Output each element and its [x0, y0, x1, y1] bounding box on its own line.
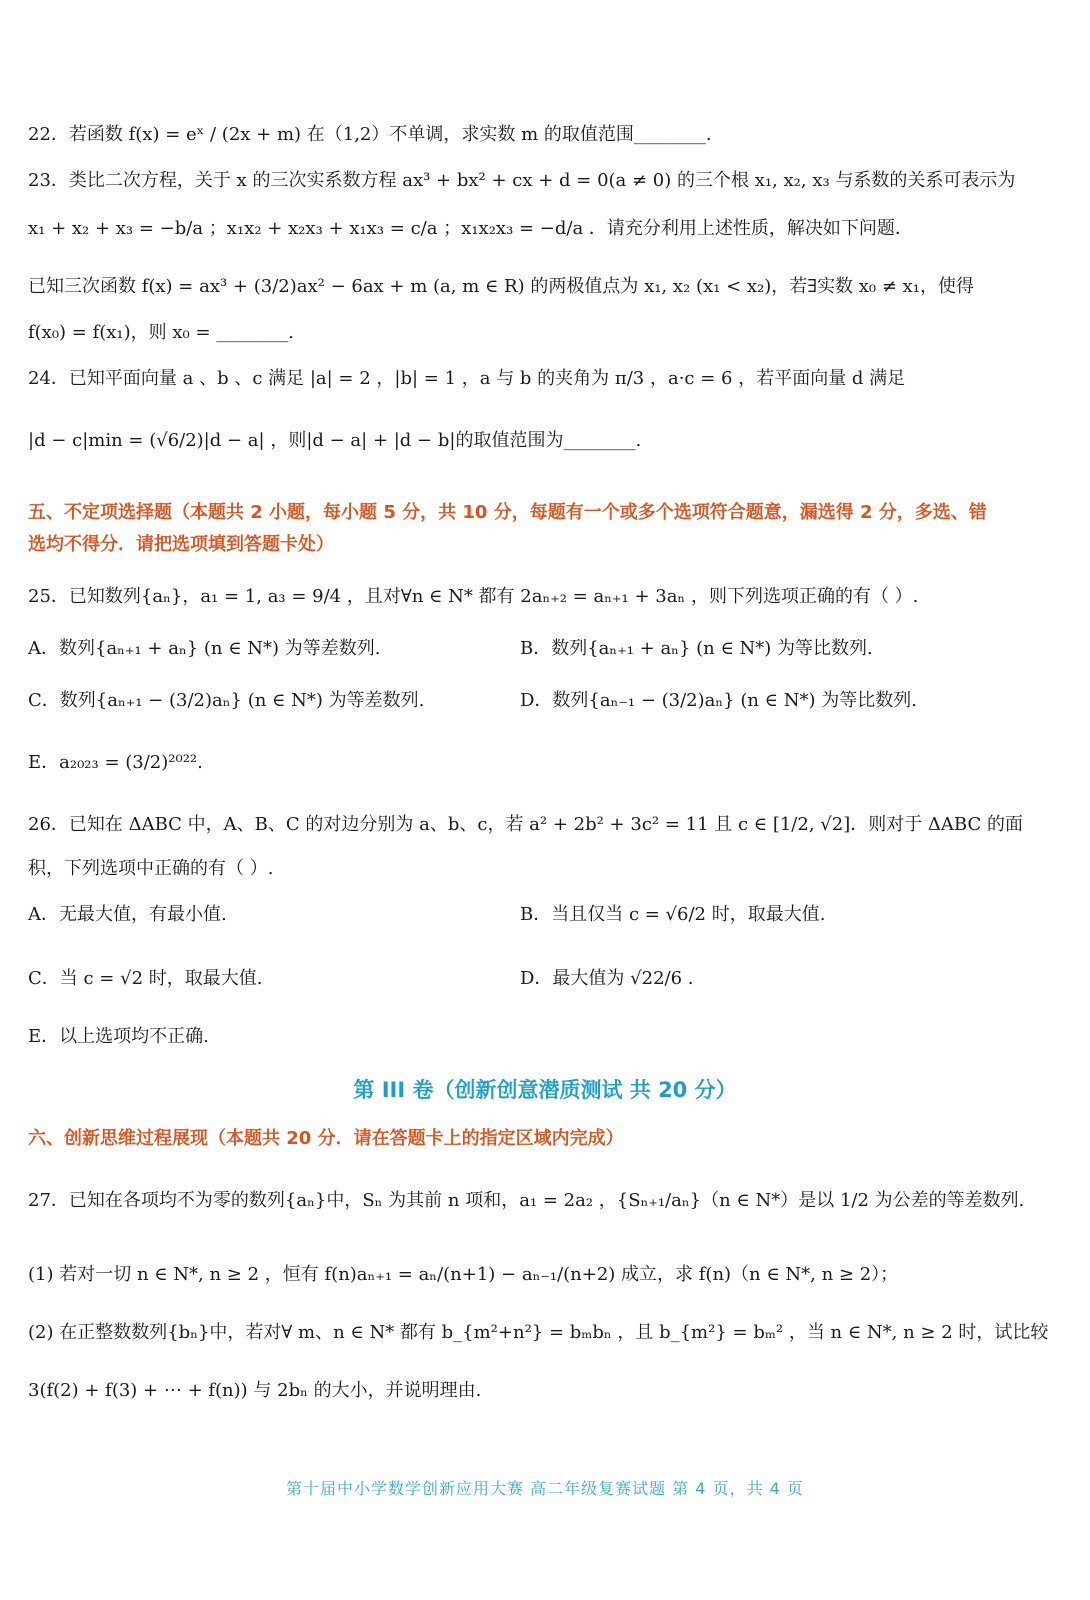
question-27-part-2-line-2: 3(f(2) + f(3) + ⋯ + f(n)) 与 2bₙ 的大小，并说明理由.: [28, 1380, 482, 1401]
question-22: 22．若函数 f(x) = eˣ / (2x + m) 在（1,2）不单调，求实数 m 的取值范围________.: [28, 124, 712, 145]
question-26-line-1: 26．已知在 ΔABC 中，A、B、C 的对边分别为 a、b、c，若 a² + 2b² + 3c² = 11 且 c ∈ [1/2, √2]．则对于 ΔABC 的面: [28, 814, 1023, 835]
question-23-line-2: x₁ + x₂ + x₃ = −b/a ；x₁x₂ + x₂x₃ + x₁x₃ = c/a ；x₁x₂x₃ = −d/a ．请充分利用上述性质，解决如下问题．: [28, 218, 913, 239]
question-27-part-2-line-1: (2) 在正整数数列{bₙ}中，若对∀ m、n ∈ N* 都有 b_{m²+n²} = bₘbₙ ，且 b_{m²} = bₘ² ，当 n ∈ N*, n ≥ 2 时，试比较: [28, 1322, 1049, 1343]
question-24-line-2: |d − c|min = (√6/2)|d − a| ，则|d − a| + |d − b|的取值范围为________.: [28, 430, 642, 451]
page-footer: 第十届中小学数学创新应用大赛 高二年级复赛试题 第 4 页，共 4 页: [286, 1479, 804, 1498]
question-25-option-b: B．数列{aₙ₊₁ + aₙ} (n ∈ N*) 为等比数列.: [520, 638, 873, 659]
question-26-option-c: C．当 c = √2 时，取最大值.: [28, 968, 263, 989]
question-23-line-3: 已知三次函数 f(x) = ax³ + (3/2)ax² − 6ax + m (a, m ∈ R) 的两极值点为 x₁, x₂ (x₁ < x₂)，若∃实数 x₀ ≠ x₁，使得: [28, 276, 975, 297]
question-26-option-d: D．最大值为 √22/6 .: [520, 968, 694, 989]
volume-3-title: 第 III 卷（创新创意潜质测试 共 20 分）: [353, 1078, 737, 1102]
question-25-option-d: D．数列{aₙ₋₁ − (3/2)aₙ} (n ∈ N*) 为等比数列.: [520, 690, 917, 711]
question-25-option-c: C．数列{aₙ₊₁ − (3/2)aₙ} (n ∈ N*) 为等差数列.: [28, 690, 425, 711]
section-5-title-line-2: 选均不得分．请把选项填到答题卡处）: [28, 534, 334, 555]
question-25-option-a: A．数列{aₙ₊₁ + aₙ} (n ∈ N*) 为等差数列.: [28, 638, 381, 659]
question-25-option-e: E．a₂₀₂₃ = (3/2)²⁰²².: [28, 752, 203, 773]
question-23-line-1: 23．类比二次方程，关于 x 的三次实系数方程 ax³ + bx² + cx + d = 0(a ≠ 0) 的三个根 x₁, x₂, x₃ 与系数的关系可表示为: [28, 170, 1016, 191]
question-27-stem: 27．已知在各项均不为零的数列{aₙ}中，Sₙ 为其前 n 项和，a₁ = 2a₂ ，{Sₙ₊₁/aₙ}（n ∈ N*）是以 1/2 为公差的等差数列.: [28, 1190, 1025, 1211]
question-26-option-a: A．无最大值，有最小值.: [28, 904, 227, 925]
section-5-title-line-1: 五、不定项选择题（本题共 2 小题，每小题 5 分，共 10 分，每题有一个或多个选项符合题意，漏选得 2 分，多选、错: [28, 502, 987, 523]
question-26-option-b: B．当且仅当 c = √6/2 时，取最大值.: [520, 904, 826, 925]
question-27-part-1: (1) 若对一切 n ∈ N*, n ≥ 2 ，恒有 f(n)aₙ₊₁ = aₙ/(n+1) − aₙ₋₁/(n+2) 成立，求 f(n)（n ∈ N*, n ≥ 2）；: [28, 1264, 899, 1285]
question-24-line-1: 24．已知平面向量 a 、b 、c 满足 |a| = 2 ，|b| = 1 ，a 与 b 的夹角为 π/3 ，a·c = 6 ，若平面向量 d 满足: [28, 368, 906, 389]
question-23-line-4: f(x₀) = f(x₁)，则 x₀ = ________.: [28, 322, 295, 343]
question-26-line-2: 积，下列选项中正确的有（ ）.: [28, 858, 274, 879]
question-26-option-e: E．以上选项均不正确.: [28, 1026, 209, 1047]
section-6-title: 六、创新思维过程展现（本题共 20 分．请在答题卡上的指定区域内完成）: [28, 1128, 624, 1149]
question-25-stem: 25．已知数列{aₙ}，a₁ = 1, a₃ = 9/4 ，且对∀n ∈ N* 都有 2aₙ₊₂ = aₙ₊₁ + 3aₙ ，则下列选项正确的有（ ）.: [28, 586, 919, 607]
